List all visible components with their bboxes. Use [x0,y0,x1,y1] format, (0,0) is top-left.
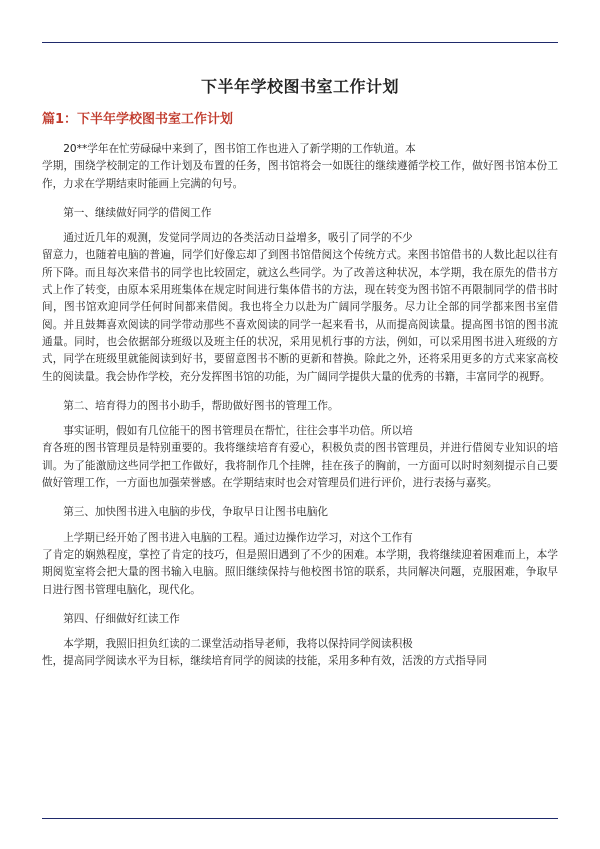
paragraph-body: 了肯定的娴熟程度，掌控了肯定的技巧，但是照旧遇到了不少的困难。本学期，我将继续迎着困难而上，本学期阅览室将会把大量的图书输入电脑。照旧继续保持与他校图书馆的联系，共同解决问题，克服困难，争取早日进行图书管理电脑化，现代化。 [42,548,558,596]
section-1-paragraph [42,230,558,386]
section-4-paragraph [42,636,558,671]
paragraph-first-line: 本学期，我照旧担负红读的二课堂活动指导老师，我将以保持同学阅读积极 [63,638,413,651]
section-3-heading: 第三、加快图书进入电脑的步伐，争取早日让图书电脑化 [63,506,329,519]
paragraph-first-line: 通过近几年的观测，发觉同学周边的各类活动日益增多，吸引了同学的不少 [63,232,413,245]
section-1-heading: 第一、继续做好同学的借阅工作 [63,206,212,219]
section-2-paragraph [42,423,558,492]
paragraph-body: 留意力，也随着电脑的普遍，同学们好像忘却了到图书馆借阅这个传统方式。来图书馆借书的人数比起以往有所下降。而且每次来借书的同学也比较固定，就这么些同学。为了改善这种状况，本学期，我在原先的借书方式上作了转变，由原本采用班集体在规定时间进行集体借书的方法，现在转变为图书馆不再限制同学的借书时间，图书馆欢迎同学任何时间都来借阅。我也将全力以赴为广阔同学服务。尽力让全部的同学都来图书室借阅。并且鼓舞喜欢阅读的同学带动那些不喜欢阅读的同学一起来看书，从而提高阅读量。提高图书馆的图书流通量。同时，也会依据部分班级以及班主任的状况，采用见机行事的方法，例如，可以采用图书进入班级的方式，同学在班级里就能阅读到好书，要留意图书不断的更新和替换。除此之外，还将采用更多的方式来家高校生的阅读量。我会协作学校，充分发挥图书馆的功能，为广阔同学提供大量的优秀的书籍，丰富同学的视野。 [42,249,558,383]
section-subtitle: 篇1：下半年学校图书室工作计划 [42,112,234,127]
paragraph-body: 学期，围绕学校制定的工作计划及布置的任务，图书馆将会一如既往的继续遵循学校工作，做好图书馆本份工作，力求在学期结束时能画上完满的句号。 [42,160,558,190]
document-title: 下半年学校图书室工作计划 [200,77,399,96]
paragraph-body: 性，提高同学阅读水平为目标，继续培育同学的阅读的技能，采用多种有效，活泼的方式指导同 [42,655,487,668]
paragraph-first-line: 20**学年在忙劳碌碌中来到了，图书馆工作也进入了新学期的工作轨道。本 [63,143,416,155]
document-body [42,76,558,671]
section-3-paragraph [42,530,558,599]
intro-paragraph [42,141,558,193]
paragraph-first-line: 事实证明，假如有几位能干的图书管理员在帮忙，往往会事半功倍。所以培 [63,425,413,438]
paragraph-first-line: 上学期已经开始了图书进入电脑的工程。通过边操作边学习，对这个工作有 [63,531,413,544]
paragraph-body: 育各班的图书管理员是特别重要的。我将继续培育有爱心，积极负责的图书管理员，并进行借阅专业知识的培训。为了能激励这些同学把工作做好，我将制作几个挂牌，挂在孩子的胸前，一方面可以时时刻刻提示自己要做好管理工作，一方面也加强荣誉感。在学期结束时也会对管理员们进行评价，进行表扬与嘉奖。 [42,442,558,490]
section-4-heading: 第四、仔细做好红读工作 [63,612,180,625]
top-rule [42,42,558,43]
section-2-heading: 第二、培育得力的图书小助手，帮助做好图书的管理工作。 [63,399,339,412]
bottom-rule [42,818,558,819]
